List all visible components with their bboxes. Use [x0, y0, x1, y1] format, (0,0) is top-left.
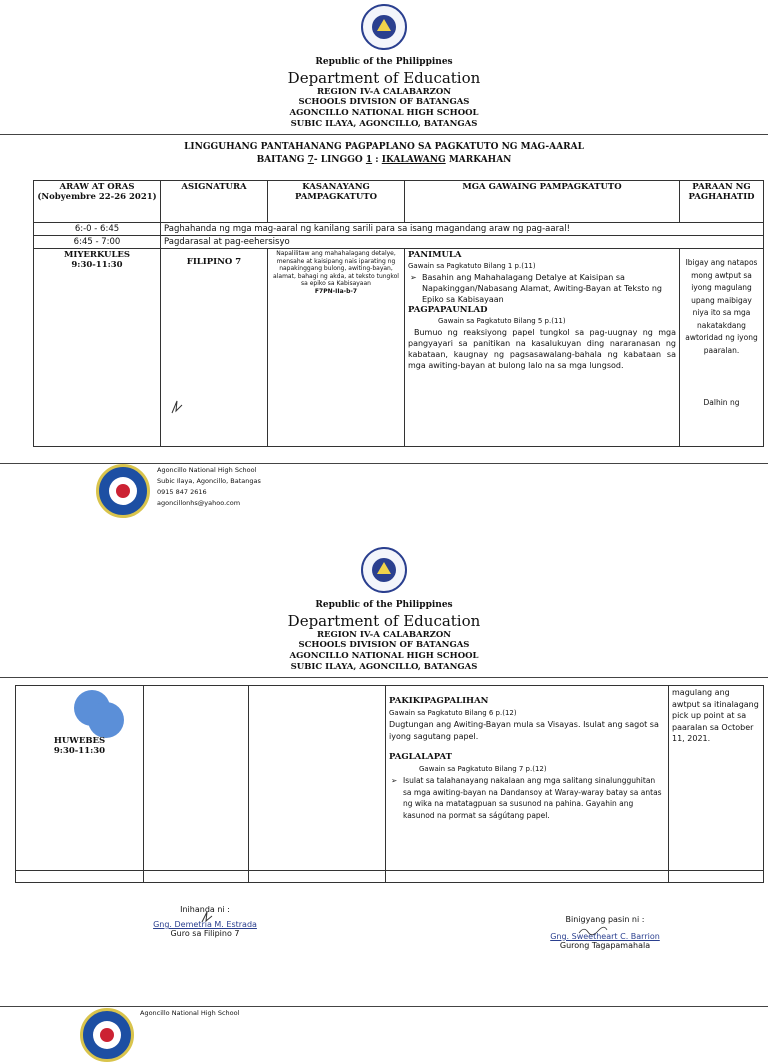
signature-mark-icon: [169, 399, 185, 415]
footer-divider: [0, 463, 768, 464]
region-text: REGION IV-A CALABARZON: [316, 630, 452, 640]
noted-label: Binigyang pasin ni :: [565, 915, 645, 924]
empty-cell: [144, 871, 249, 883]
footer-school: Agoncillo National High School: [157, 466, 257, 474]
paraan-text: Ibigay ang natapos mong awtput sa iyong magulang upang maibigay niya ito sa mga nakatakdang awtoridad ng iyong paaralan.: [685, 258, 758, 355]
division-text: SCHOOLS DIVISION OF BATANGAS: [298, 97, 470, 107]
col-header-paraan: PARAAN NG PAGHAHATID: [680, 181, 764, 223]
competency-code: F7PN-IIa-b-7: [314, 287, 358, 295]
day-cell: [16, 686, 144, 871]
empty-cell: [669, 871, 764, 883]
footer-divider: [0, 1006, 768, 1007]
table-header-row: [34, 181, 764, 223]
row-time: 6:-0 - 6:45: [34, 223, 161, 236]
table-row: [16, 686, 764, 871]
empty-cell: [249, 871, 386, 883]
row-time: 6:45 - 7:00: [34, 236, 161, 249]
republic-text: Republic of the Philippines: [315, 57, 453, 67]
empty-cell: [386, 871, 669, 883]
competency-cell-empty: [249, 686, 386, 871]
gawain5-label: Gawain sa Pagkatuto Bilang 5 p.(11): [438, 317, 566, 325]
address-text: SUBIC ILAYA, AGONCILLO, BATANGAS: [290, 662, 478, 672]
footer-school: Agoncillo National High School: [140, 1009, 240, 1017]
school-text: AGONCILLO NATIONAL HIGH SCHOOL: [289, 108, 479, 118]
gawain5-text: Bumuo ng reaksiyong papel tungkol sa pag-uugnay ng mga pangyayari sa panitikan na kasalukuyan ding nararanasan ng kabataan, kaugnay ng pagsasawalang-bahala ng kabataan sa mga awiting-bayan at bulong lalo na sa mga lungsod.: [408, 328, 676, 370]
day-time: 9:30-11:30: [71, 260, 123, 270]
subject-cell-empty: [144, 686, 249, 871]
row-activity: Paghahanda ng mga mag-aaral ng kanilang sarili para sa isang magandang araw ng pag-aaral!: [161, 223, 764, 236]
subject-cell: [161, 249, 268, 447]
header-divider: [0, 677, 768, 678]
department-title: Department of Education: [287, 69, 481, 87]
school-logo-icon: [96, 464, 150, 518]
day-label: MIYERKULES: [63, 250, 131, 260]
gawain-cell: [405, 249, 680, 447]
signature-mark-icon: [200, 910, 214, 924]
prepared-label: Inihanda ni :: [180, 905, 230, 914]
day-cell: [34, 249, 161, 447]
footer-address: Subic Ilaya, Agoncillo, Batangas: [157, 477, 261, 485]
school-text: AGONCILLO NATIONAL HIGH SCHOOL: [289, 651, 479, 661]
paraan-text-cont: Dalhin ng: [703, 398, 740, 407]
panimula-heading: PANIMULA: [408, 250, 462, 260]
col-header-asignatura: ASIGNATURA: [161, 181, 268, 223]
footer-email: agoncillonhs@yahoo.com: [157, 499, 241, 507]
paglalapat-heading: PAGLALAPAT: [389, 752, 452, 762]
day-time: 9:30-11:30: [53, 746, 106, 756]
gawain1-label: Gawain sa Pagkatuto Bilang 1 p.(11): [408, 262, 536, 270]
paraan-text-cont: magulang ang awtput sa itinalagang pick up point at sa paaralan sa October 11, 2021.: [672, 688, 759, 743]
col-header-gawain: MGA GAWAING PAMPAGKATUTO: [405, 181, 680, 223]
plan-title: LINGGUHANG PANTAHANANG PAGPAPLANO SA PAGKATUTO NG MAG-AARAL: [184, 142, 584, 152]
noted-role: Gurong Tagapamahala: [559, 941, 651, 950]
table-row: [34, 236, 764, 249]
deped-seal-icon: [361, 547, 407, 593]
footer-phone: 0915 847 2616: [157, 488, 207, 496]
department-title: Department of Education: [287, 612, 481, 630]
empty-cell: [16, 871, 144, 883]
pakikipagpalihan-heading: PAKIKIPAGPALIHAN: [389, 696, 489, 706]
division-text: SCHOOLS DIVISION OF BATANGAS: [298, 640, 470, 650]
paraan-cell: [669, 686, 764, 871]
row-activity: Pagdarasal at pag-eehersisyo: [161, 236, 764, 249]
gawain1-text: ➢ Basahin ang Mahahalagang Detalye at Kaisipan sa Napakinggan/Nabasang Alamat, Awiting-Bayan at Teksto ng Epiko sa Kabisayaan: [408, 272, 676, 305]
competency-text: Napalilitaw ang mahahalagang detalye, mensahe at kaisipang nais iparating ng napakinggang bulong, awiting-bayan, alamat, bahagi ng akda, at teksto tungkol sa epiko sa Kabisayaan: [273, 250, 399, 287]
region-text: REGION IV-A CALABARZON: [316, 87, 452, 97]
deped-seal-icon: [361, 4, 407, 50]
gawain7-label: Gawain sa Pagkatuto Bilang 7 p.(12): [419, 764, 547, 773]
col-header-araw: ARAW AT ORAS (Nobyembre 22-26 2021): [34, 181, 161, 223]
day-label: HUWEBES: [53, 736, 106, 746]
prepared-name: Gng. Demetria M. Estrada: [153, 920, 257, 929]
pagpapaunlad-heading: PAGPAPAUNLAD: [408, 305, 488, 315]
signature-scribble-icon: [578, 925, 608, 937]
plan-table-continued: [15, 685, 764, 883]
gawain7-text: ➢ Isulat sa talahanayang nakalaan ang mga salitang sinalungguhitan sa mga awiting-bayan na Dandansoy at Waray-waray batay sa antas ng wika na matatagpuan sa susunod na pahina. Gayahin ang kasunod na pormat sa ságútang papel.: [389, 775, 665, 821]
footer-contact: [157, 465, 261, 509]
competency-cell: [268, 249, 405, 447]
gawain-cell: [386, 686, 669, 871]
school-logo-icon: [80, 1008, 134, 1062]
table-row: [34, 249, 764, 447]
header-divider: [0, 134, 768, 135]
republic-text: Republic of the Philippines: [315, 600, 453, 610]
paraan-cell: [680, 249, 764, 447]
subject-label: FILIPINO 7: [186, 257, 242, 267]
address-text: SUBIC ILAYA, AGONCILLO, BATANGAS: [290, 119, 478, 129]
footer-contact: [140, 1008, 239, 1019]
noted-name: Gng. Sweetheart C. Barrion: [550, 932, 660, 941]
plan-table: [33, 180, 764, 447]
col-header-kasanayan: KASANAYANG PAMPAGKATUTO: [268, 181, 405, 223]
prepared-role: Guro sa Filipino 7: [170, 929, 240, 938]
gawain6-text: Dugtungan ang Awiting-Bayan mula sa Visayas. Isulat ang sagot sa iyong sagutang papel.: [389, 720, 659, 741]
table-row: [34, 223, 764, 236]
plan-subtitle: BAITANG 7- LINGGO 1 : IKALAWANG MARKAHAN: [256, 155, 512, 165]
table-row-empty: [16, 871, 764, 883]
gawain6-label: Gawain sa Pagkatuto Bilang 6 p.(12): [389, 708, 517, 717]
